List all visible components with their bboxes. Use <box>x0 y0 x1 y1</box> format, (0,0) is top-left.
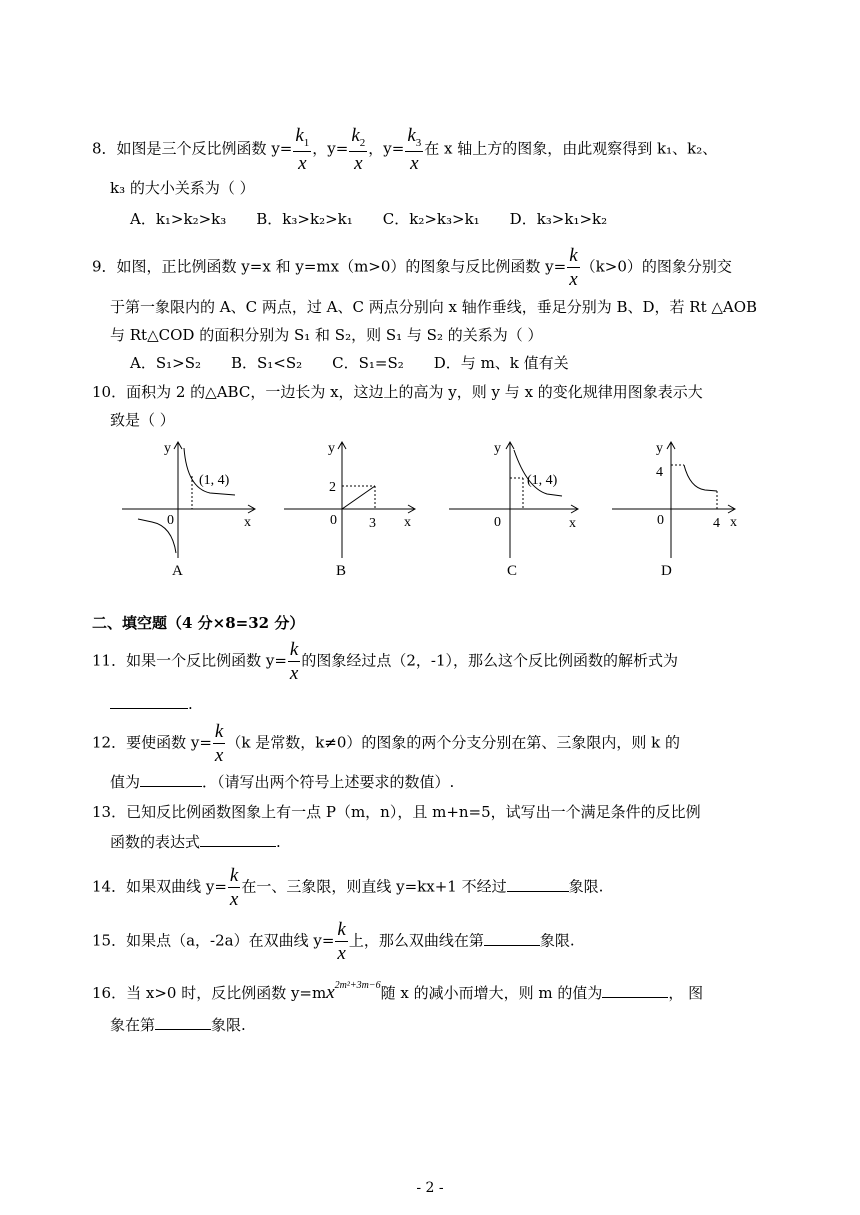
q9-text-suffix: （k>0）的图象分别交 <box>580 257 732 276</box>
q14-text: 14．如果双曲线 y= <box>92 877 227 896</box>
q8-option-a[interactable]: A．k₁>k₂>k₃ <box>130 210 227 228</box>
q13-line2 <box>110 832 281 852</box>
q12-text-suffix: （k 是常数，k≠0）的图象的两个分支分别在第、三象限内，则 k 的 <box>226 733 681 752</box>
q11-text-suffix: 的图象经过点（2，-1），那么这个反比例函数的解析式为 <box>301 651 679 670</box>
q15-line <box>92 920 575 963</box>
graph-b-label: B <box>336 563 347 579</box>
graph-d-y-label: y <box>656 441 663 456</box>
q8-sep1: ，y= <box>312 139 349 158</box>
graph-b-y-label: y <box>328 441 335 456</box>
q8-text: 8．如图是三个反比例函数 y= <box>92 139 293 158</box>
q16-exponent: 2m²+3m−6 <box>334 980 381 991</box>
graph-d[interactable] <box>610 438 750 563</box>
graph-d-tick-x: 4 <box>713 516 720 531</box>
graph-c-label: C <box>507 563 518 579</box>
fraction-k-over-x: $\frac{k}{x}$ <box>569 245 578 290</box>
q9-option-c[interactable]: C．S₁=S₂ <box>332 354 404 372</box>
graph-a[interactable] <box>120 438 260 563</box>
q8-line2: k₃ 的大小关系为（ ） <box>110 179 255 197</box>
q10-line2: 致是（ ） <box>110 411 175 429</box>
fraction-k-over-x: $\frac{k}{x}$ <box>214 721 224 766</box>
page-number: - 2 - <box>416 1180 444 1196</box>
q9-line3: 与 Rt△COD 的面积分别为 S₁ 和 S₂，则 S₁ 与 S₂ 的关系为（ ） <box>110 326 543 344</box>
q16-line2 <box>110 1015 246 1035</box>
q9-line1 <box>92 246 732 289</box>
q16-text4: 象在第 <box>110 1016 156 1034</box>
q8-text-suffix: 在 x 轴上方的图象，由此观察得到 k₁、k₂、 <box>424 139 718 158</box>
graph-c[interactable] <box>447 438 587 563</box>
q8-option-d[interactable]: D．k₃>k₁>k₂ <box>509 210 608 228</box>
section-2-title: 二、填空题（4 分×8=32 分） <box>92 614 305 632</box>
fraction-k-over-x: $\frac{k}{x}$ <box>289 639 299 684</box>
q16-text2: 随 x 的减小而增大，则 m 的值为 <box>380 984 603 1002</box>
q8-sep2: ，y= <box>368 139 405 158</box>
q8-options <box>130 209 637 229</box>
fraction-k3-over-x: $\frac{k_3}{x}$ <box>407 125 422 174</box>
q13-period: . <box>276 833 281 851</box>
q10-line1: 10．面积为 2 的△ABC，一边长为 x，这边上的高为 y，则 y 与 x 的变化规律用图象表示大 <box>92 383 703 401</box>
q12-text: 12．要使函数 y= <box>92 733 212 752</box>
graph-b-x-label: x <box>404 515 411 530</box>
fraction-k-over-x: $\frac{k}{x}$ <box>337 919 346 964</box>
q16-text: 16．当 x>0 时，反比例函数 y=m <box>92 984 327 1002</box>
q11-period: . <box>188 695 193 713</box>
q8-line1 <box>92 126 717 173</box>
q11-line2 <box>110 694 193 714</box>
q13-text2: 函数的表达式 <box>110 833 201 851</box>
q12-line2 <box>110 772 454 792</box>
graph-d-label: D <box>661 563 672 579</box>
q12-text3: ．（请写出两个符号上述要求的数值）. <box>202 773 455 791</box>
fraction-k-over-x: $\frac{k}{x}$ <box>229 865 239 910</box>
graph-d-origin: 0 <box>657 513 664 528</box>
q9-text: 9．如图，正比例函数 y=x 和 y=mx（m>0）的图象与反比例函数 y= <box>92 257 567 276</box>
graph-c-origin: 0 <box>494 515 501 530</box>
graph-a-point: (1, 4) <box>199 473 230 488</box>
graph-a-origin: 0 <box>167 513 174 528</box>
q9-option-a[interactable]: A．S₁>S₂ <box>130 354 201 372</box>
q11-line1 <box>92 640 678 683</box>
q12-text2: 值为 <box>110 773 141 791</box>
graph-a-y-label: y <box>164 441 171 456</box>
q15-text2: 上，那么双曲线在第 <box>348 931 484 950</box>
q15-answer-blank[interactable] <box>484 931 540 946</box>
q16-text3: ， 图 <box>668 984 704 1002</box>
q14-text3: 象限. <box>568 877 604 896</box>
graph-b-origin: 0 <box>330 513 337 528</box>
q14-answer-blank[interactable] <box>507 877 569 892</box>
q13-line1: 13．已知反比例函数图象上有一点 P（m，n），且 m+n=5，试写出一个满足条件的反比例 <box>92 803 701 821</box>
fraction-k1-over-x: $\frac{k_1}{x}$ <box>295 125 310 174</box>
graph-c-point: (1, 4) <box>527 473 558 488</box>
q16-line1 <box>92 976 703 1003</box>
q9-option-b[interactable]: B．S₁<S₂ <box>230 354 303 372</box>
q16-answer-blank-2[interactable] <box>155 1015 211 1030</box>
q12-line1 <box>92 722 680 765</box>
graph-b-tick-y: 2 <box>329 480 336 495</box>
q12-answer-blank[interactable] <box>140 772 202 787</box>
graph-a-x-label: x <box>244 515 251 530</box>
graph-a-label: A <box>172 563 183 579</box>
graph-c-x-label: x <box>569 516 576 531</box>
graph-c-y-label: y <box>494 441 501 456</box>
q15-text: 15．如果点（a，-2a）在双曲线 y= <box>92 931 335 950</box>
q16-answer-blank-1[interactable] <box>602 983 668 998</box>
q11-text: 11．如果一个反比例函数 y= <box>92 651 287 670</box>
graph-d-tick-y: 4 <box>656 465 663 480</box>
q8-option-b[interactable]: B．k₃>k₂>k₁ <box>256 210 353 228</box>
q13-answer-blank[interactable] <box>200 832 276 847</box>
fraction-k2-over-x: $\frac{k_2}{x}$ <box>351 125 366 174</box>
graph-d-x-label: x <box>730 515 737 530</box>
q15-text3: 象限. <box>539 931 575 950</box>
q9-line2: 于第一象限内的 A、C 两点，过 A、C 两点分别向 x 轴作垂线，垂足分别为 B、D，若 Rt △AOB <box>110 298 758 316</box>
q8-option-c[interactable]: C．k₂>k₃>k₁ <box>382 210 480 228</box>
graph-b[interactable] <box>280 438 420 563</box>
graph-b-tick-x: 3 <box>369 516 376 531</box>
q14-text2: 在一、三象限，则直线 y=kx+1 不经过 <box>241 877 507 896</box>
q16-base: x <box>326 982 335 1003</box>
q11-answer-blank[interactable] <box>110 694 188 709</box>
q14-line <box>92 866 603 909</box>
q9-option-d[interactable]: D．与 m、k 值有关 <box>433 354 569 372</box>
q9-options <box>130 353 599 373</box>
q16-text5: 象限. <box>211 1016 246 1034</box>
